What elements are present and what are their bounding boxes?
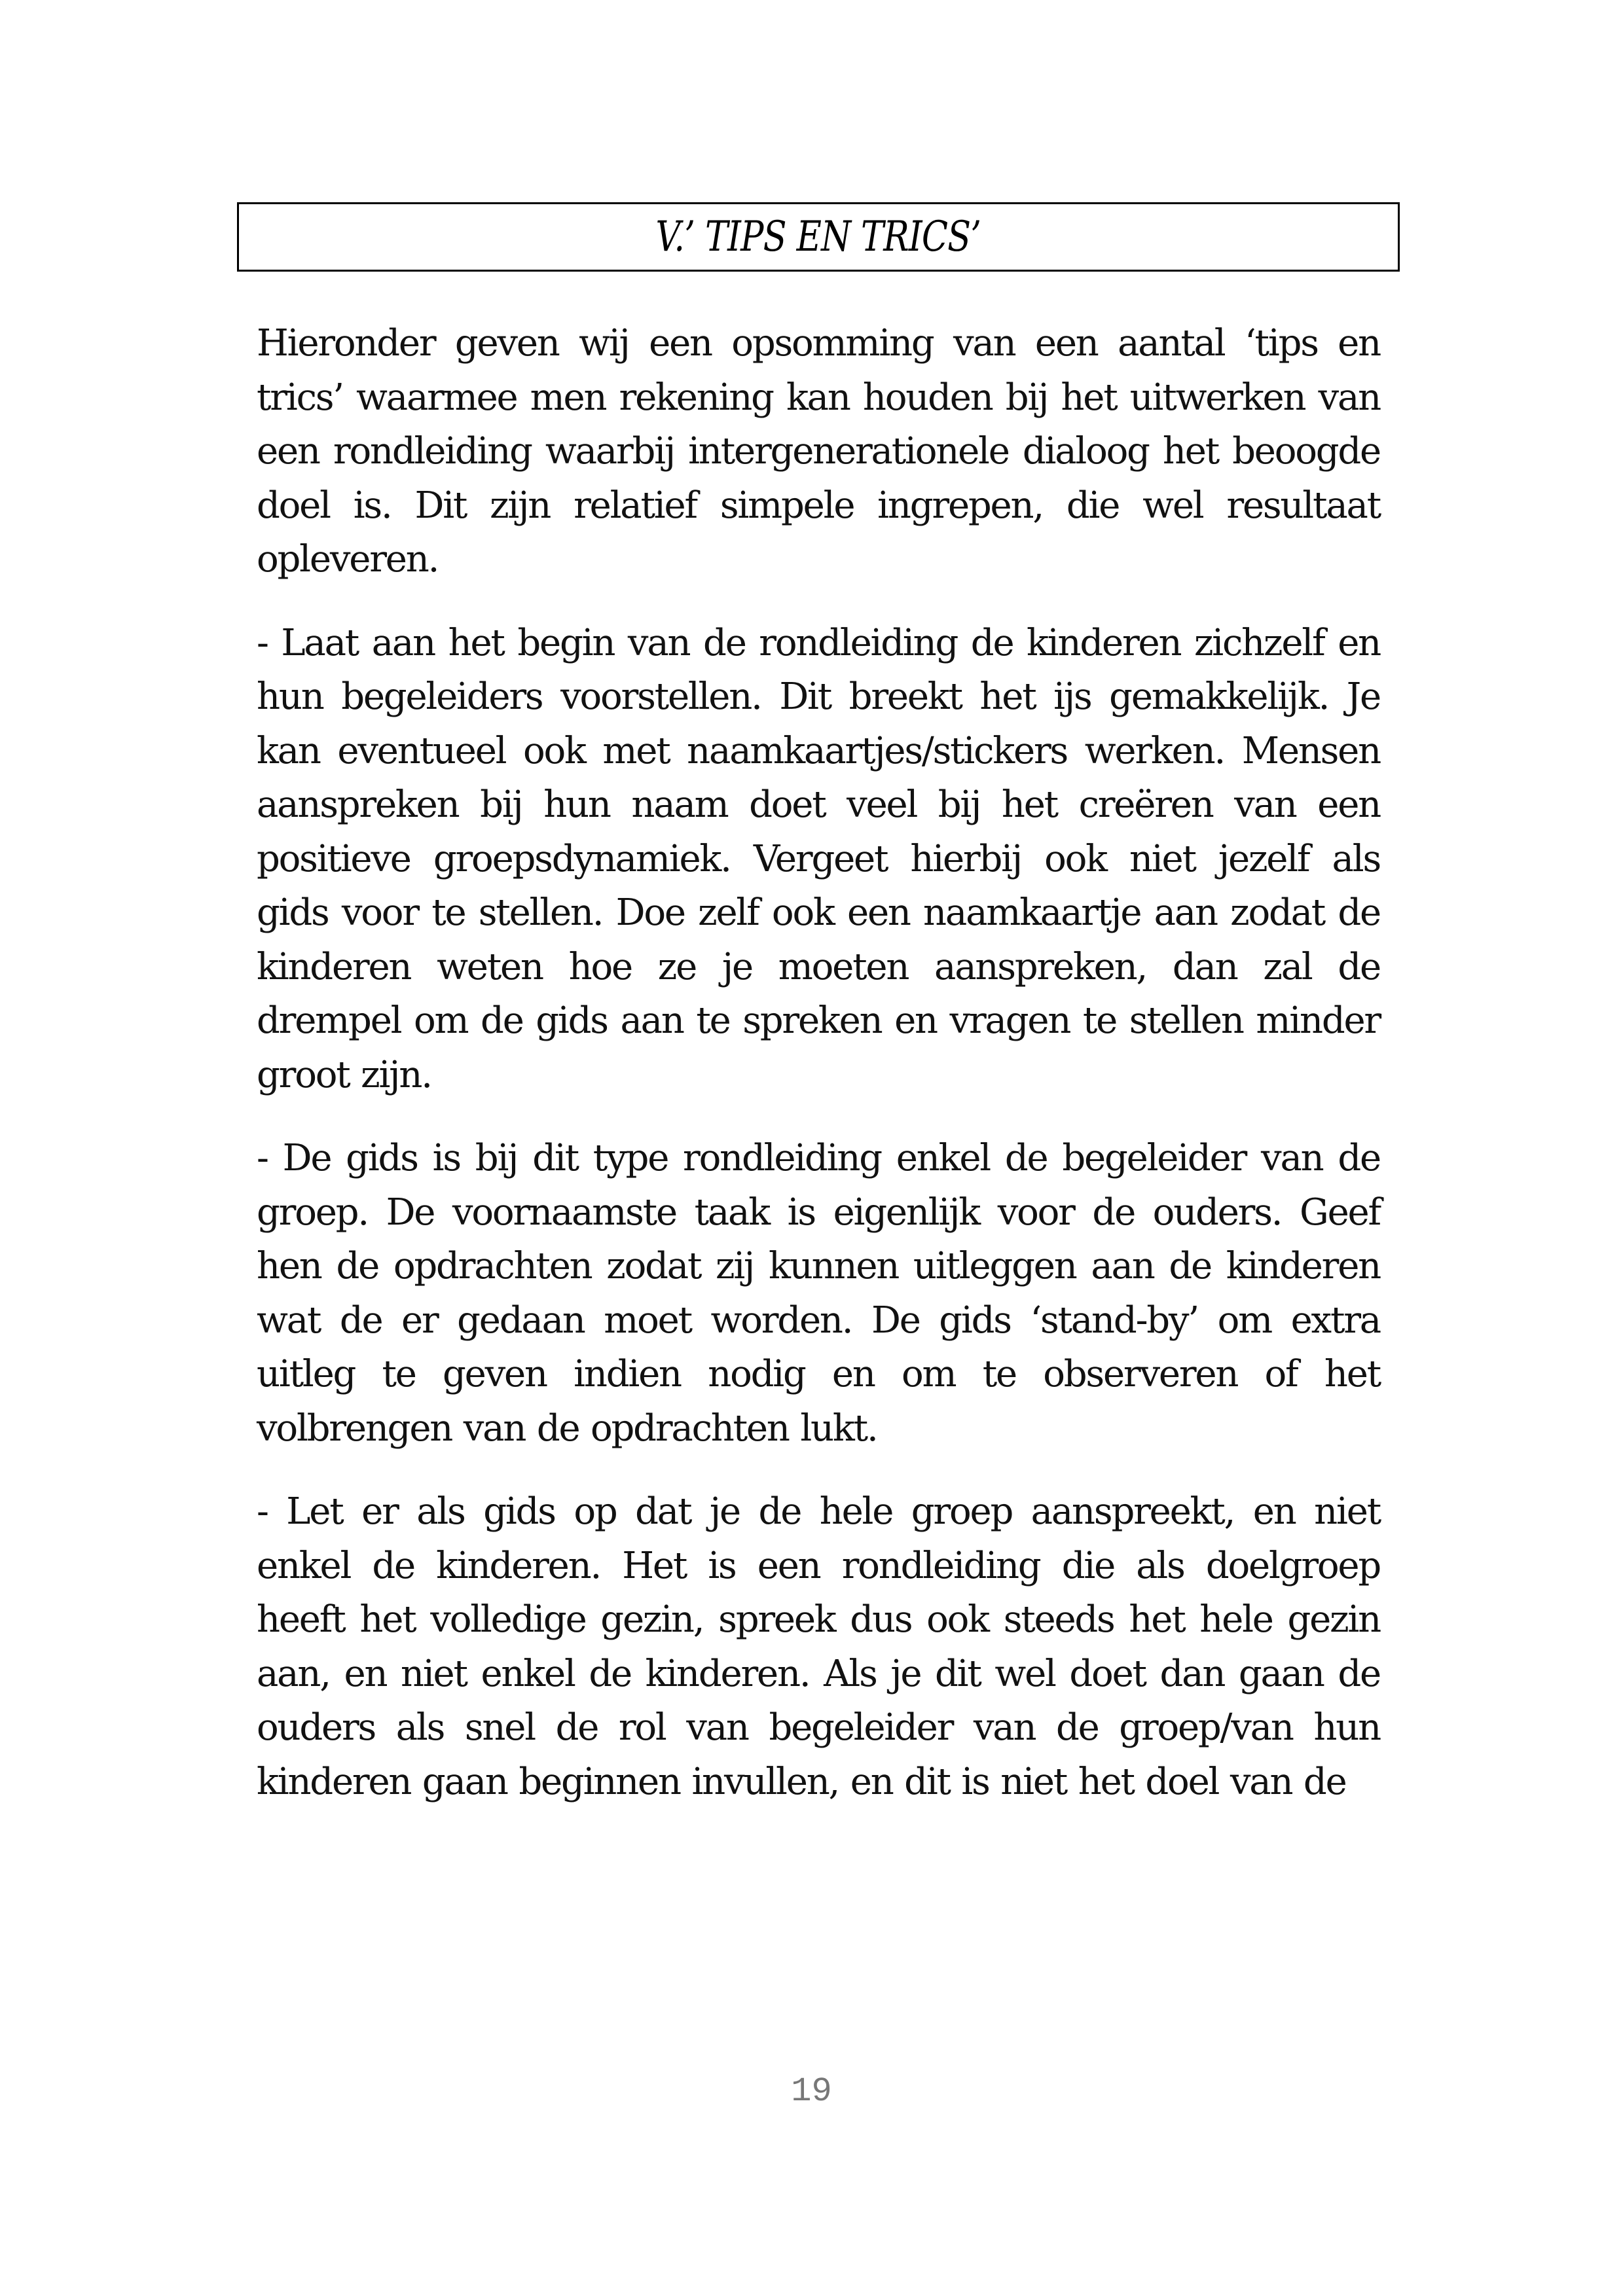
section-title-box <box>237 202 1400 272</box>
paragraph-tip-address-group: - Let er als gids op dat je de hele groep aanspreekt, en niet enkel de kinderen. Het is een rondleiding die als doelgroep heeft het volledige gezin, spreek dus ook steeds het hele gezin aan, en niet enkel de kinderen. Als je dit wel doet dan gaan de ouders als snel de rol van begeleider van de groep/van hun kinderen gaan beginnen invullen, en dit is niet het doel van de <box>257 1490 1380 1803</box>
paragraph-tip-introductions: - Laat aan het begin van de rondleiding de kinderen zichzelf en hun begeleiders voorstellen. Dit breekt het ijs gemakkelijk. Je kan eventueel ook met naamkaartjes/stickers werken. Mensen aanspreken bij hun naam doet veel bij het creëren van een positieve groepsdynamiek. Vergeet hierbij ook niet jezelf als gids voor te stellen. Doe zelf ook een naamkaartje aan zodat de kinderen weten hoe ze je moeten aanspreken, dan zal de drempel om de gids aan te spreken en vragen te stellen minder groot zijn. <box>257 621 1380 1096</box>
paragraph-tip-guide-role: - De gids is bij dit type rondleiding enkel de begeleider van de groep. De voornaamste taak is eigenlijk voor de ouders. Geef hen de opdrachten zodat zij kunnen uitleggen aan de kinderen wat de er gedaan moet worden. De gids ‘stand-by’ om extra uitleg te geven indien nodig en om te observeren of het volbrengen van de opdrachten lukt. <box>257 1137 1380 1450</box>
body-text <box>257 317 1380 1839</box>
paragraph-intro: Hieronder geven wij een opsomming van een aantal ‘tips en trics’ waarmee men rekening kan houden bij het uitwerken van een rondleiding waarbij intergenerationele dialoog het beoogde doel is. Dit zijn relatief simpele ingrepen, die wel resultaat opleveren. <box>257 322 1380 581</box>
section-title: V.’ TIPS EN TRICS’ <box>655 213 981 261</box>
page-number: 19 <box>791 2072 832 2111</box>
